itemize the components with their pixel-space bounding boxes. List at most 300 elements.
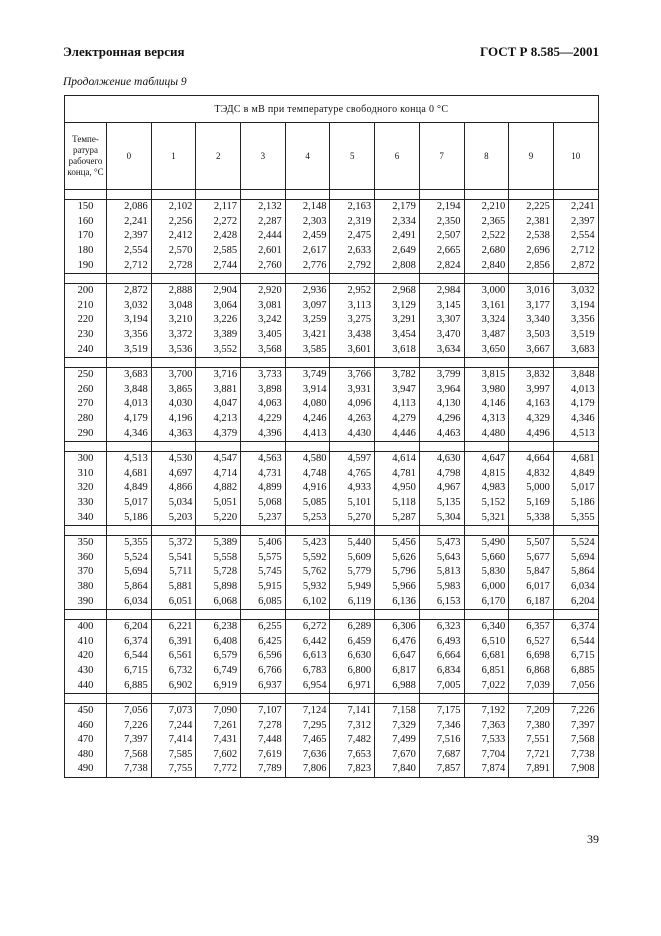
emf-value-cell: 5,034 (151, 496, 196, 511)
emf-value-cell: 2,920 (241, 283, 286, 298)
emf-value-cell: 2,365 (464, 215, 509, 230)
table-row (65, 634, 599, 649)
emf-value-cell: 3,865 (151, 383, 196, 398)
emf-value-cell: 3,650 (464, 342, 509, 357)
emf-value-cell: 2,936 (285, 283, 330, 298)
emf-value-cell: 5,830 (464, 565, 509, 580)
emf-value-cell: 2,984 (419, 283, 464, 298)
emf-value-cell: 5,186 (107, 510, 152, 525)
temperature-cell: 150 (65, 200, 107, 215)
emf-value-cell: 6,357 (509, 619, 554, 634)
emf-value-cell: 3,848 (107, 383, 152, 398)
emf-value-cell: 2,538 (509, 229, 554, 244)
emf-value-cell: 6,715 (553, 649, 598, 664)
emf-value-cell: 2,712 (553, 244, 598, 259)
separator-cell (509, 273, 554, 283)
emf-value-cell: 3,667 (509, 342, 554, 357)
table-row (65, 481, 599, 496)
emf-value-cell: 4,329 (509, 412, 554, 427)
emf-value-cell: 5,915 (241, 580, 286, 595)
group-separator-row (65, 525, 599, 535)
table-row (65, 397, 599, 412)
separator-cell (553, 273, 598, 283)
emf-value-cell: 4,916 (285, 481, 330, 496)
emf-value-cell: 6,919 (196, 678, 241, 693)
emf-value-cell: 2,760 (241, 258, 286, 273)
emf-value-cell: 4,849 (107, 481, 152, 496)
separator-cell (107, 357, 152, 367)
emf-value-cell: 2,210 (464, 200, 509, 215)
emf-value-cell: 6,988 (375, 678, 420, 693)
emf-value-cell: 2,475 (330, 229, 375, 244)
separator-cell (464, 609, 509, 619)
separator-cell (375, 693, 420, 703)
separator-cell (241, 525, 286, 535)
emf-value-cell: 6,783 (285, 664, 330, 679)
emf-value-cell: 7,619 (241, 748, 286, 763)
emf-value-cell: 2,241 (553, 200, 598, 215)
emf-value-cell: 5,355 (107, 535, 152, 550)
separator-cell (375, 273, 420, 283)
emf-value-cell: 7,414 (151, 733, 196, 748)
emf-value-cell: 6,613 (285, 649, 330, 664)
emf-value-cell: 6,476 (375, 634, 420, 649)
emf-value-cell: 7,022 (464, 678, 509, 693)
emf-value-cell: 6,255 (241, 619, 286, 634)
emf-value-cell: 2,617 (285, 244, 330, 259)
emf-value-cell: 2,888 (151, 283, 196, 298)
separator-cell (285, 273, 330, 283)
emf-value-cell: 2,792 (330, 258, 375, 273)
table-row (65, 258, 599, 273)
emf-value-cell: 4,113 (375, 397, 420, 412)
temperature-cell: 250 (65, 367, 107, 382)
header-standard-code: ГОСТ Р 8.585—2001 (480, 44, 599, 59)
emf-value-cell: 6,664 (419, 649, 464, 664)
emf-value-cell: 2,428 (196, 229, 241, 244)
separator-cell (464, 441, 509, 451)
emf-value-cell: 5,321 (464, 510, 509, 525)
temperature-cell: 170 (65, 229, 107, 244)
emf-value-cell: 4,013 (553, 383, 598, 398)
emf-value-cell: 4,513 (107, 451, 152, 466)
separator-cell (419, 357, 464, 367)
separator-cell (285, 693, 330, 703)
table-continuation-caption: Продолжение таблицы 9 (63, 76, 187, 88)
emf-value-cell: 4,246 (285, 412, 330, 427)
table-row (65, 383, 599, 398)
emf-value-cell: 7,295 (285, 718, 330, 733)
group-separator-row (65, 693, 599, 703)
emf-value-cell: 3,064 (196, 299, 241, 314)
emf-value-cell: 6,954 (285, 678, 330, 693)
separator-cell (196, 190, 241, 200)
separator-cell (553, 441, 598, 451)
emf-value-cell: 5,406 (241, 535, 286, 550)
emf-value-cell: 7,329 (375, 718, 420, 733)
emf-value-cell: 5,068 (241, 496, 286, 511)
emf-value-cell: 7,806 (285, 762, 330, 777)
emf-value-cell: 6,425 (241, 634, 286, 649)
separator-cell (285, 357, 330, 367)
temperature-cell: 310 (65, 467, 107, 482)
emf-value-cell: 4,263 (330, 412, 375, 427)
emf-value-cell: 6,051 (151, 594, 196, 609)
emf-value-cell: 5,220 (196, 510, 241, 525)
separator-cell (65, 441, 107, 451)
separator-cell (509, 357, 554, 367)
emf-value-cell: 4,296 (419, 412, 464, 427)
emf-value-cell: 2,776 (285, 258, 330, 273)
emf-value-cell: 3,799 (419, 367, 464, 382)
separator-cell (241, 693, 286, 703)
emf-value-cell: 7,209 (509, 703, 554, 718)
temperature-cell: 330 (65, 496, 107, 511)
emf-value-cell: 4,379 (196, 426, 241, 441)
emf-value-cell: 3,454 (375, 328, 420, 343)
temperature-cell: 420 (65, 649, 107, 664)
emf-value-cell: 4,430 (330, 426, 375, 441)
emf-value-cell: 4,096 (330, 397, 375, 412)
emf-value-cell: 3,519 (107, 342, 152, 357)
emf-value-cell: 4,063 (241, 397, 286, 412)
separator-cell (107, 525, 152, 535)
emf-value-cell: 4,313 (464, 412, 509, 427)
emf-value-cell: 5,186 (553, 496, 598, 511)
emf-value-cell: 2,601 (241, 244, 286, 259)
separator-cell (151, 609, 196, 619)
separator-cell (285, 609, 330, 619)
emf-value-cell: 6,272 (285, 619, 330, 634)
separator-cell (196, 357, 241, 367)
table-row (65, 467, 599, 482)
emf-value-cell: 2,507 (419, 229, 464, 244)
emf-value-cell: 4,697 (151, 467, 196, 482)
emf-value-cell: 6,596 (241, 649, 286, 664)
emf-value-cell: 7,192 (464, 703, 509, 718)
emf-value-cell: 6,408 (196, 634, 241, 649)
emf-value-cell: 3,081 (241, 299, 286, 314)
emf-value-cell: 3,356 (107, 328, 152, 343)
emf-value-cell: 4,513 (553, 426, 598, 441)
separator-cell (330, 693, 375, 703)
emf-value-cell: 7,056 (107, 703, 152, 718)
emf-value-cell: 7,175 (419, 703, 464, 718)
emf-value-cell: 5,541 (151, 550, 196, 565)
group-separator-row (65, 441, 599, 451)
separator-cell (553, 609, 598, 619)
emf-value-cell: 4,798 (419, 467, 464, 482)
column-header: 3 (241, 123, 286, 190)
emf-value-cell: 2,872 (553, 258, 598, 273)
emf-value-cell: 5,847 (509, 565, 554, 580)
separator-cell (509, 609, 554, 619)
emf-value-cell: 7,857 (419, 762, 464, 777)
emf-value-cell: 2,225 (509, 200, 554, 215)
emf-value-cell: 7,721 (509, 748, 554, 763)
emf-value-cell: 7,738 (553, 748, 598, 763)
emf-value-cell: 6,527 (509, 634, 554, 649)
emf-value-cell: 7,261 (196, 718, 241, 733)
temperature-cell: 200 (65, 283, 107, 298)
table-row (65, 451, 599, 466)
emf-value-cell: 5,949 (330, 580, 375, 595)
emf-value-cell: 5,456 (375, 535, 420, 550)
emf-value-cell: 7,244 (151, 718, 196, 733)
emf-value-cell: 2,554 (553, 229, 598, 244)
separator-cell (464, 525, 509, 535)
separator-cell (330, 441, 375, 451)
emf-value-cell: 4,748 (285, 467, 330, 482)
emf-value-cell: 3,898 (241, 383, 286, 398)
emf-value-cell: 3,700 (151, 367, 196, 382)
emf-value-cell: 3,815 (464, 367, 509, 382)
emf-value-cell: 3,832 (509, 367, 554, 382)
emf-value-cell: 3,340 (509, 313, 554, 328)
emf-value-cell: 5,762 (285, 565, 330, 580)
emf-value-cell: 7,840 (375, 762, 420, 777)
emf-value-cell: 5,051 (196, 496, 241, 511)
emf-value-cell: 2,272 (196, 215, 241, 230)
emf-value-cell: 6,647 (375, 649, 420, 664)
separator-cell (419, 441, 464, 451)
emf-value-cell: 3,145 (419, 299, 464, 314)
emf-value-cell: 6,834 (419, 664, 464, 679)
emf-value-cell: 2,102 (151, 200, 196, 215)
emf-value-cell: 4,580 (285, 451, 330, 466)
emf-value-cell: 2,303 (285, 215, 330, 230)
emf-value-cell: 6,204 (553, 594, 598, 609)
emf-value-cell: 7,891 (509, 762, 554, 777)
temperature-cell: 280 (65, 412, 107, 427)
temperature-cell: 490 (65, 762, 107, 777)
table-row (65, 510, 599, 525)
temperature-cell: 260 (65, 383, 107, 398)
emf-value-cell: 2,554 (107, 244, 152, 259)
separator-cell (241, 357, 286, 367)
separator-cell (65, 273, 107, 283)
emf-value-cell: 3,438 (330, 328, 375, 343)
emf-value-cell: 2,952 (330, 283, 375, 298)
table-row (65, 649, 599, 664)
emf-value-cell: 6,340 (464, 619, 509, 634)
emf-value-cell: 7,704 (464, 748, 509, 763)
emf-value-cell: 5,524 (553, 535, 598, 550)
separator-cell (375, 609, 420, 619)
emf-value-cell: 3,405 (241, 328, 286, 343)
emf-value-cell: 6,391 (151, 634, 196, 649)
table-row (65, 664, 599, 679)
emf-value-cell: 6,544 (553, 634, 598, 649)
table-row (65, 426, 599, 441)
emf-value-cell: 7,039 (509, 678, 554, 693)
emf-value-cell: 5,203 (151, 510, 196, 525)
emf-value-cell: 6,034 (107, 594, 152, 609)
separator-cell (464, 190, 509, 200)
emf-value-cell: 5,694 (107, 565, 152, 580)
table-row (65, 703, 599, 718)
separator-cell (107, 693, 152, 703)
emf-value-cell: 4,163 (509, 397, 554, 412)
emf-value-cell: 3,749 (285, 367, 330, 382)
emf-value-cell: 5,304 (419, 510, 464, 525)
group-separator-row (65, 273, 599, 283)
group-separator-row (65, 609, 599, 619)
emf-value-cell: 7,670 (375, 748, 420, 763)
separator-cell (241, 273, 286, 283)
temperature-cell: 400 (65, 619, 107, 634)
separator-cell (330, 190, 375, 200)
emf-value-cell: 5,779 (330, 565, 375, 580)
emf-value-cell: 4,047 (196, 397, 241, 412)
emf-value-cell: 2,696 (509, 244, 554, 259)
emf-value-cell: 3,782 (375, 367, 420, 382)
emf-value-cell: 4,950 (375, 481, 420, 496)
emf-value-cell: 5,660 (464, 550, 509, 565)
emf-value-cell: 4,213 (196, 412, 241, 427)
separator-cell (65, 609, 107, 619)
table-row (65, 244, 599, 259)
emf-value-cell: 5,372 (151, 535, 196, 550)
emf-value-cell: 4,714 (196, 467, 241, 482)
emf-value-cell: 5,237 (241, 510, 286, 525)
emf-value-cell: 6,238 (196, 619, 241, 634)
emf-value-cell: 3,113 (330, 299, 375, 314)
table-row (65, 200, 599, 215)
emf-value-cell: 4,765 (330, 467, 375, 482)
emf-value-cell: 4,849 (553, 467, 598, 482)
emf-value-cell: 5,490 (464, 535, 509, 550)
emf-value-cell: 7,465 (285, 733, 330, 748)
emf-value-cell: 3,503 (509, 328, 554, 343)
emf-value-cell: 3,947 (375, 383, 420, 398)
emf-value-cell: 6,187 (509, 594, 554, 609)
emf-value-cell: 3,129 (375, 299, 420, 314)
emf-value-cell: 5,270 (330, 510, 375, 525)
emf-value-cell: 6,851 (464, 664, 509, 679)
emf-value-cell: 2,585 (196, 244, 241, 259)
emf-value-cell: 2,808 (375, 258, 420, 273)
emf-value-cell: 6,289 (330, 619, 375, 634)
emf-value-cell: 6,306 (375, 619, 420, 634)
emf-value-cell: 2,086 (107, 200, 152, 215)
table-row (65, 762, 599, 777)
emf-value-cell: 4,130 (419, 397, 464, 412)
emf-value-cell: 2,319 (330, 215, 375, 230)
emf-value-cell: 3,210 (151, 313, 196, 328)
table-row (65, 229, 599, 244)
emf-value-cell: 2,350 (419, 215, 464, 230)
emf-value-cell: 3,194 (553, 299, 598, 314)
emf-value-cell: 5,881 (151, 580, 196, 595)
emf-value-cell: 6,561 (151, 649, 196, 664)
emf-value-cell: 6,323 (419, 619, 464, 634)
emf-value-cell: 6,749 (196, 664, 241, 679)
emf-value-cell: 3,242 (241, 313, 286, 328)
emf-value-cell: 4,815 (464, 467, 509, 482)
emf-value-cell: 2,744 (196, 258, 241, 273)
emf-value-cell: 4,396 (241, 426, 286, 441)
emf-value-cell: 6,034 (553, 580, 598, 595)
emf-value-cell: 6,221 (151, 619, 196, 634)
emf-value-cell: 2,194 (419, 200, 464, 215)
emf-value-cell: 7,312 (330, 718, 375, 733)
emf-value-cell: 7,397 (553, 718, 598, 733)
emf-value-cell: 3,470 (419, 328, 464, 343)
temperature-cell: 320 (65, 481, 107, 496)
emf-value-cell: 6,732 (151, 664, 196, 679)
table-row (65, 550, 599, 565)
emf-value-cell: 6,510 (464, 634, 509, 649)
separator-cell (419, 609, 464, 619)
emf-value-cell: 2,649 (375, 244, 420, 259)
emf-value-cell: 6,204 (107, 619, 152, 634)
emf-value-cell: 2,397 (107, 229, 152, 244)
header-edition-label: Электронная версия (63, 44, 185, 59)
emf-value-cell: 6,885 (107, 678, 152, 693)
emf-value-cell: 3,032 (107, 299, 152, 314)
emf-value-cell: 5,085 (285, 496, 330, 511)
emf-value-cell: 3,980 (464, 383, 509, 398)
separator-cell (553, 693, 598, 703)
emf-value-cell: 5,558 (196, 550, 241, 565)
emf-value-cell: 7,772 (196, 762, 241, 777)
temperature-cell: 390 (65, 594, 107, 609)
separator-cell (107, 609, 152, 619)
emf-value-cell: 5,017 (107, 496, 152, 511)
emf-value-cell: 4,496 (509, 426, 554, 441)
separator-cell (196, 693, 241, 703)
emf-value-cell: 5,864 (107, 580, 152, 595)
emf-value-cell: 2,381 (509, 215, 554, 230)
emf-value-cell: 4,781 (375, 467, 420, 482)
table-row (65, 283, 599, 298)
emf-value-cell: 4,647 (464, 451, 509, 466)
emf-value-cell: 6,698 (509, 649, 554, 664)
separator-cell (65, 693, 107, 703)
column-header: 9 (509, 123, 554, 190)
group-separator-row (65, 190, 599, 200)
temperature-cell: 300 (65, 451, 107, 466)
emf-value-cell: 7,431 (196, 733, 241, 748)
emf-value-cell: 7,636 (285, 748, 330, 763)
separator-cell (151, 693, 196, 703)
emf-value-cell: 2,459 (285, 229, 330, 244)
emf-value-cell: 4,463 (419, 426, 464, 441)
temperature-cell: 180 (65, 244, 107, 259)
emf-value-cell: 7,090 (196, 703, 241, 718)
emf-value-cell: 5,118 (375, 496, 420, 511)
table-row (65, 748, 599, 763)
separator-cell (151, 273, 196, 283)
separator-cell (285, 525, 330, 535)
emf-value-cell: 7,005 (419, 678, 464, 693)
emf-value-cell: 4,346 (107, 426, 152, 441)
emf-value-cell: 2,117 (196, 200, 241, 215)
column-header: 5 (330, 123, 375, 190)
separator-cell (65, 525, 107, 535)
emf-value-cell: 3,716 (196, 367, 241, 382)
emf-value-cell: 7,551 (509, 733, 554, 748)
emf-value-cell: 5,169 (509, 496, 554, 511)
emf-value-cell: 7,346 (419, 718, 464, 733)
emf-value-cell: 7,585 (151, 748, 196, 763)
emf-value-cell: 6,153 (419, 594, 464, 609)
emf-value-cell: 4,899 (241, 481, 286, 496)
emf-value-cell: 2,856 (509, 258, 554, 273)
table-row (65, 328, 599, 343)
emf-value-cell: 3,421 (285, 328, 330, 343)
